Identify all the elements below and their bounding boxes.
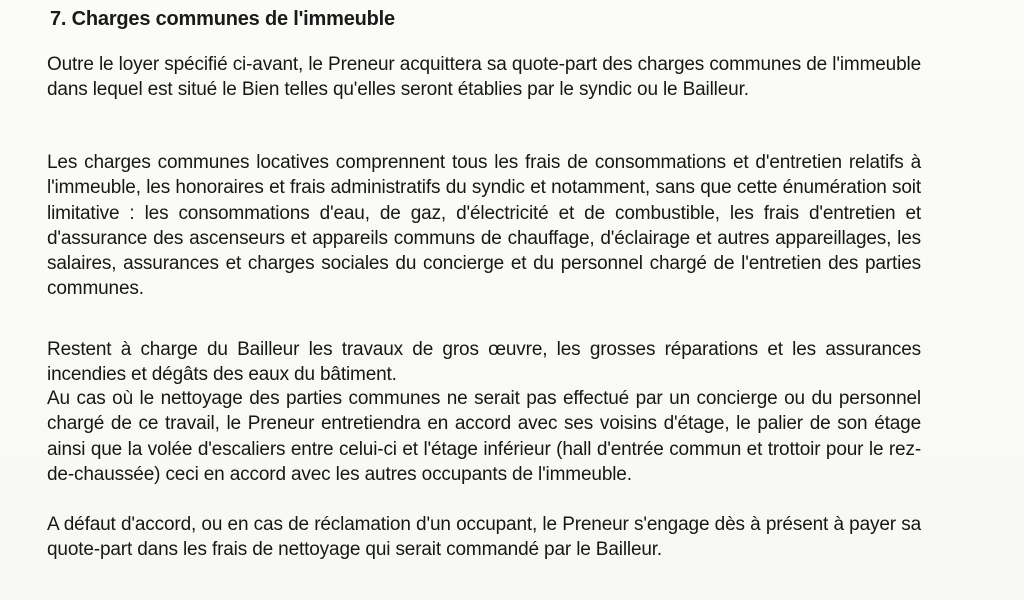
paragraph-loyer-quote-part: Outre le loyer spécifié ci-avant, le Preneur acquittera sa quote-part des charges communes de l'immeuble dans lequel est situé le Bien telles qu'elles seront établies par le syndic ou le Bailleur. — [47, 54, 921, 101]
paragraph-charge-bailleur: Restent à charge du Bailleur les travaux de gros œuvre, les grosses réparations et les assurances incendies et dégâts des eaux du bâtiment. — [47, 339, 921, 386]
paragraph-nettoyage: Au cas où le nettoyage des parties communes ne serait pas effectué par un concierge ou du personnel chargé de ce travail, le Preneur entretiendra en accord avec ses voisins d'étage, le palier de son étage ainsi que la volée d'escaliers entre celui-ci et l'étage inférieur (hall d'entrée commun et trottoir pour le rez-de-chaussée) ceci en accord avec les autres occupants de l'immeuble. — [47, 388, 921, 485]
paragraph-charges-locatives: Les charges communes locatives comprennent tous les frais de consommations et d'entretien relatifs à l'immeuble, les honoraires et frais administratifs du syndic et notamment, sans que cette énumération soit limitative : les consommations d'eau, de gaz, d'électricité et de combustible, les frais d'entretien et d'assurance des ascenseurs et appareils communs de chauffage, d'éclairage et autres appareillages, les salaires, assurances et charges sociales du concierge et du personnel chargé de l'entretien des parties communes. — [47, 152, 921, 300]
section-heading: 7. Charges communes de l'immeuble — [50, 8, 395, 30]
paragraph-defaut-accord: A défaut d'accord, ou en cas de réclamation d'un occupant, le Preneur s'engage dès à présent à payer sa quote-part dans les frais de nettoyage qui serait commandé par le Bailleur. — [47, 514, 921, 561]
